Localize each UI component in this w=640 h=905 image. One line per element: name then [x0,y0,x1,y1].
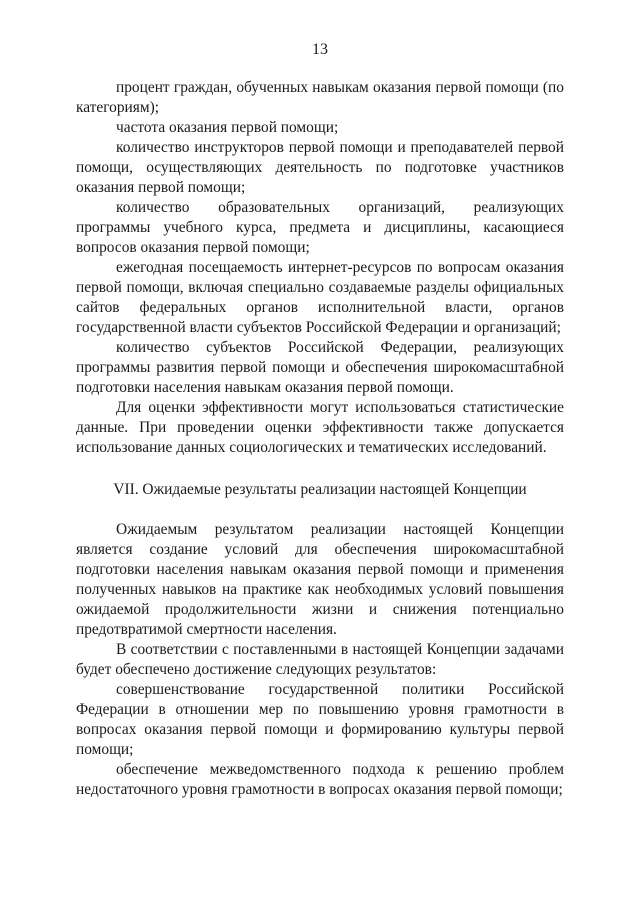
evaluation-data-paragraph: Для оценки эффективности могут использоваться статистические данные. При проведении оценки эффективности также допускается использование данных социологических и тематических исследований. [76,399,564,456]
indicator-trained-citizens: процент граждан, обученных навыкам оказания первой помощи (по категориям); [76,79,564,116]
indicator-instructors-count: количество инструкторов первой помощи и преподавателей первой помощи, осуществляющих деятельность по подготовке участников оказания первой помощи; [76,139,564,196]
indicator-internet-resources: ежегодная посещаемость интернет-ресурсов по вопросам оказания первой помощи, включая специально создаваемые разделы официальных сайтов федеральных органов исполнительной власти, органов государственной власти субъектов Российской Федерации и организаций; [76,259,564,336]
section-heading: VII. Ожидаемые результаты реализации настоящей Концепции [113,481,527,498]
result-interagency-approach: обеспечение межведомственного подхода к решению проблем недостаточного уровня грамотности в вопросах оказания первой помощи; [76,761,564,798]
result-state-policy: совершенствование государственной политики Российской Федерации в отношении мер по повышению уровня грамотности в вопросах оказания первой помощи и формированию культуры первой помощи; [76,681,564,758]
indicator-first-aid-frequency: частота оказания первой помощи; [116,119,339,136]
results-intro-paragraph: В соответствии с поставленными в настоящей Концепции задачами будет обеспечено достижение следующих результатов: [76,641,564,678]
expected-result-paragraph: Ожидаемым результатом реализации настоящей Концепции является создание условий для обеспечения широкомасштабной подготовки населения навыкам оказания первой помощи и применения полученных навыков на практике как необходимых условий повышения ожидаемой продолжительности жизни и снижения потенциально предотвратимой смертности населения. [76,521,564,638]
indicator-educational-organizations: количество образовательных организаций, реализующих программы учебного курса, предмета и дисциплины, касающиеся вопросов оказания первой помощи; [76,199,564,256]
page-number: 13 [312,41,328,58]
document-body [76,78,564,800]
indicator-regions-count: количество субъектов Российской Федерации, реализующих программы развития первой помощи и обеспечения широкомасштабной подготовки населения навыкам оказания первой помощи. [76,339,564,396]
